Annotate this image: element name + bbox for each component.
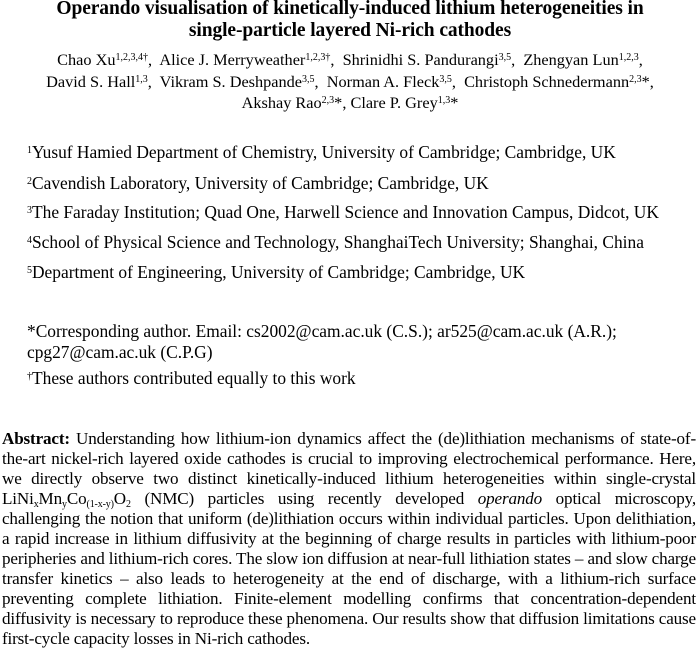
title-line-2: single-particle layered Ni-rich cathodes: [188, 20, 512, 41]
author-separator: ,: [638, 50, 643, 69]
abstract-label: Abstract:: [2, 429, 70, 448]
affiliation-text: Department of Engineering, University of Cambridge; Cambridge, UK: [32, 262, 526, 282]
formula-li-ni: LiNi: [2, 489, 34, 508]
formula-o: O: [113, 489, 126, 508]
affiliation-text: The Faraday Institution; Quad One, Harwell Science and Innovation Campus, Didcot, UK: [32, 202, 659, 222]
nmc-formula: [2, 489, 131, 508]
formula-mn: Mn: [38, 489, 62, 508]
author-name: Shrinidhi S. Pandurangi: [342, 50, 499, 69]
author-name: David S. Hall: [46, 71, 136, 91]
author-name: Alice J. Merryweather: [159, 50, 306, 69]
affiliation-number: 5: [27, 265, 32, 276]
author-affiliation-marker: 1,2,3,4†: [115, 52, 149, 63]
affiliation-3: [27, 202, 659, 222]
affiliation-text: Cavendish Laboratory, University of Cambridge; Cambridge, UK: [32, 173, 489, 193]
author-separator: ,: [147, 71, 156, 91]
author-separator: ,: [511, 50, 520, 69]
formula-co: Co: [66, 489, 87, 508]
abstract-text-1: Understanding how lithium-ion dynamics affect the (de)lithiation mechanisms of state-of-the-art nickel-rich layered oxide cathodes is crucial to improving electrochemical performance. Here, we directly observe two distinct kinetically-induced lithium heterogeneities within single-crystal: [2, 429, 696, 488]
author-name: Vikram S. Deshpande: [159, 71, 303, 91]
formula-subscript: 2: [126, 499, 131, 510]
paper-title: [0, 0, 700, 42]
abstract-italic-operando: operando: [477, 489, 543, 508]
author-affiliation-marker: 3,5: [439, 73, 452, 85]
author-name: Clare P. Grey: [350, 93, 438, 112]
author-separator: *,: [334, 93, 351, 112]
affiliation-text: School of Physical Science and Technology, ShanghaiTech University; Shanghai, China: [32, 232, 644, 252]
author-affiliation-marker: 2,3: [321, 95, 335, 106]
author-affiliation-marker: 3,5: [498, 52, 512, 63]
author-separator: ,: [330, 50, 339, 69]
affiliation-4: [27, 232, 644, 252]
author-line-1: [0, 49, 700, 71]
author-line-3: [0, 92, 700, 114]
title-line-1: Operando visualisation of kinetically-induced lithium heterogeneities in: [56, 0, 644, 19]
author-separator: *: [450, 93, 459, 112]
author-affiliation-marker: 1,2,3†: [305, 52, 331, 63]
affiliation-5: [27, 262, 525, 282]
author-name: Norman A. Fleck: [326, 71, 440, 91]
abstract-text-3: optical microscopy, challenging the notion that uniform (de)lithiation occurs within individual particles. Upon delithiation, a rapid increase in lithium diffusivity at the beginning of charge results in particles with lithium-poor peripheries and lithium-rich cores. The slow ion diffusion at near-full lithiation states – and slow charge transfer kinetics – also leads to heterogeneity at the end of discharge, with a lithium-rich surface preventing complete lithiation. Finite-element modelling confirms that concentration-dependent diffusivity is necessary to reproduce these phenomena. Our results show that diffusion limitations cause first-cycle capacity losses in Ni-rich cathodes.: [2, 489, 697, 648]
corresponding-author-note: *Corresponding author. Email: cs2002@cam.ac.uk (C.S.); ar525@cam.ac.uk (A.R.); cpg27@cam.ac.uk (C.P.G): [27, 321, 617, 362]
affiliation-number: 2: [27, 176, 32, 187]
affiliation-1: [27, 142, 616, 162]
abstract-text-2: (NMC) particles using recently developed: [130, 489, 478, 508]
affiliation-2: [27, 173, 489, 193]
author-separator: *,: [641, 71, 654, 91]
author-separator: ,: [148, 50, 157, 69]
affiliation-number: 3: [27, 205, 32, 216]
author-affiliation-marker: 1,3: [437, 95, 451, 106]
author-name: Chao Xu: [57, 50, 116, 69]
author-affiliation-marker: 1,2,3: [618, 52, 639, 63]
affiliation-number: 1: [27, 145, 32, 156]
author-separator: ,: [451, 71, 460, 91]
author-line-2: [0, 71, 700, 93]
affiliation-number: 4: [27, 235, 32, 246]
author-name: Zhengyan Lun: [523, 50, 619, 69]
affiliation-text: Yusuf Hamied Department of Chemistry, University of Cambridge; Cambridge, UK: [32, 142, 616, 162]
dagger-mark: †: [27, 371, 32, 382]
formula-subscript: (1-x-y): [86, 499, 114, 510]
author-affiliation-marker: 1,3: [135, 73, 148, 85]
abstract-paragraph: [2, 429, 696, 649]
author-name: Akshay Rao: [241, 93, 322, 112]
author-list: [0, 49, 700, 114]
formula-subscript: x: [33, 499, 39, 510]
author-affiliation-marker: 3,5: [302, 73, 315, 85]
formula-subscript: y: [62, 499, 67, 510]
author-name: Christoph Schnedermann: [464, 71, 630, 91]
author-separator: ,: [314, 71, 323, 91]
equal-contribution-text: These authors contributed equally to this work: [32, 368, 356, 388]
equal-contribution-note: [27, 368, 356, 388]
author-affiliation-marker: 2,3: [629, 73, 642, 85]
